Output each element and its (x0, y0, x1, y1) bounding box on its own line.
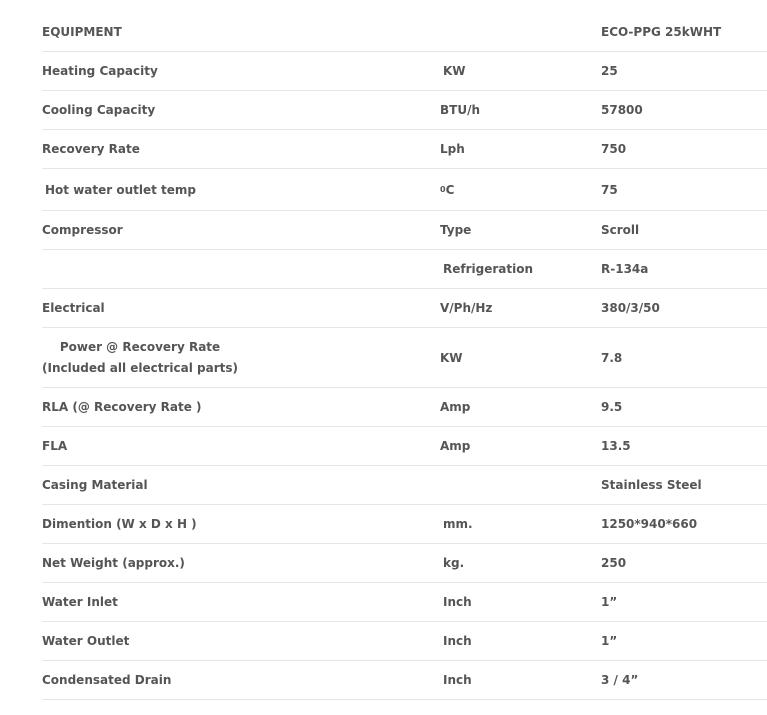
header-equipment-label: EQUIPMENT (42, 24, 122, 39)
value-label: 9.5 (601, 400, 623, 414)
table-row (42, 52, 767, 91)
unit-label (440, 169, 454, 210)
header-model-name: ECO-PPG 25kWHT (601, 24, 722, 39)
param-label: Water Outlet (42, 634, 130, 648)
unit-label: mm. (443, 517, 473, 531)
param-label: Dimention (W x D x H ) (42, 517, 197, 531)
value-label: R-134a (601, 262, 649, 276)
table-row (42, 130, 767, 169)
table-row (42, 211, 767, 250)
param-label: RLA (@ Recovery Rate ) (42, 400, 202, 414)
table-row (42, 505, 767, 544)
table-row (42, 427, 767, 466)
table-row (42, 661, 767, 700)
param-label-line1: Power @ Recovery Rate (59, 339, 221, 354)
table-row (42, 169, 767, 211)
unit-label: Amp (440, 439, 471, 453)
unit-base: C (445, 182, 455, 197)
unit-label: BTU/h (440, 103, 481, 117)
spec-table (42, 12, 767, 700)
value-label: 1” (601, 595, 618, 609)
unit-label: Inch (443, 673, 472, 687)
value-label: Stainless Steel (601, 478, 702, 492)
unit-superscript: 0 (440, 185, 446, 194)
param-label: Cooling Capacity (42, 103, 156, 117)
table-row (42, 583, 767, 622)
param-label: Electrical (42, 301, 105, 315)
param-label: Condensated Drain (42, 673, 172, 687)
value-label: 57800 (601, 103, 643, 117)
value-label: Scroll (601, 223, 640, 237)
table-row (42, 544, 767, 583)
unit-label: V/Ph/Hz (440, 301, 493, 315)
unit-label: KW (443, 64, 466, 78)
param-label-line2: (Included all electrical parts) (42, 360, 239, 375)
table-row (42, 388, 767, 427)
table-row (42, 328, 767, 388)
table-row (42, 289, 767, 328)
value-label: 1” (601, 634, 618, 648)
param-label: Water Inlet (42, 595, 118, 609)
table-row (42, 250, 767, 289)
param-label: Hot water outlet temp (45, 182, 197, 197)
unit-label: Lph (440, 142, 465, 156)
unit-label: Inch (443, 634, 472, 648)
param-label: Casing Material (42, 478, 148, 492)
table-row (42, 466, 767, 505)
param-label: Recovery Rate (42, 142, 140, 156)
value-label: 380/3/50 (601, 301, 660, 315)
unit-label: Inch (443, 595, 472, 609)
value-label: 3 / 4” (601, 673, 639, 687)
table-row (42, 622, 767, 661)
unit-label: Type (440, 223, 472, 237)
value-label: 1250*940*660 (601, 517, 698, 531)
value-label: 7.8 (601, 350, 623, 365)
table-row (42, 91, 767, 130)
table-header-row (42, 12, 767, 52)
param-label: FLA (42, 439, 68, 453)
unit-label: kg. (443, 556, 465, 570)
param-label: Net Weight (approx.) (42, 556, 185, 570)
unit-label: Refrigeration (443, 262, 534, 276)
value-label: 750 (601, 142, 627, 156)
unit-label: KW (440, 350, 463, 365)
unit-label: Amp (440, 400, 471, 414)
param-label: Heating Capacity (42, 64, 158, 78)
value-label: 75 (601, 182, 618, 197)
param-label: Compressor (42, 223, 123, 237)
value-label: 250 (601, 556, 627, 570)
param-label (42, 328, 238, 387)
value-label: 13.5 (601, 439, 631, 453)
value-label: 25 (601, 64, 618, 78)
